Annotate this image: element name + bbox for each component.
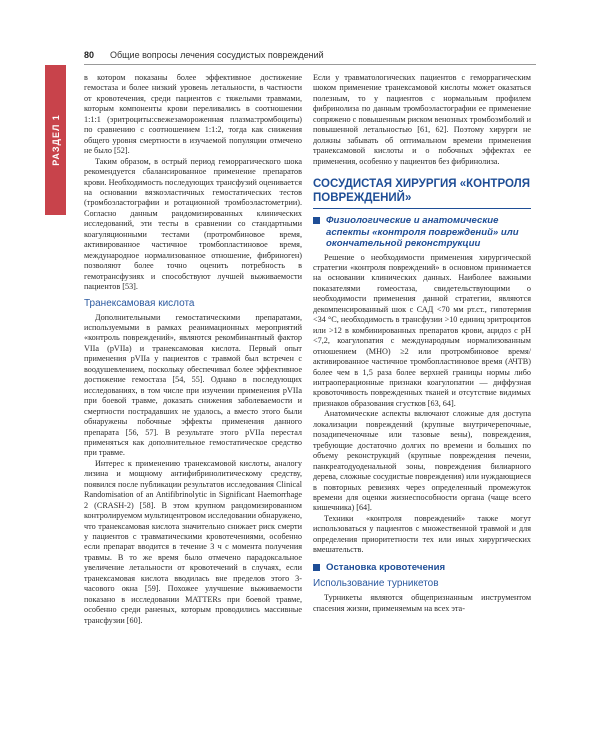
section-side-tab (45, 65, 66, 215)
paragraph: Таким образом, в острый период геморрагического шока рекомендуется сбалансированное применение препаратов крови. Необходимость последующих трансфузий оценивается на основании вязкоэластичных гемостатических тестов (тромбоэластографии и ротационной тромбоэластометрии). Согласно данным рандомизированных клинических исследований, эти тесты в сравнении со стандартными коагуляционными тестами (протромбиновое время, активированное частичное тромбопластиновое время, международное нормализованное отношение, фибриноген) позволяют более точно оценить потребность в гемотрансфузиях и способствуют лучшей выживаемости пациентов [53]. (84, 156, 302, 292)
paragraph: Турникеты являются общепризнанным инструментом спасения жизни, применяемым на всех эта- (313, 593, 531, 613)
page-number: 80 (84, 50, 95, 60)
section-title: СОСУДИСТАЯ ХИРУРГИЯ «КОНТРОЛЯ ПОВРЕЖДЕНИЙ» (313, 178, 530, 205)
running-title: Общие вопросы лечения сосудистых повреждений (110, 50, 324, 60)
subsection-heading (313, 215, 531, 250)
subsection-heading-text: Физиологические и анатомические аспекты «контроля повреждений» или окончательной реконструкции (326, 215, 519, 250)
left-column (84, 73, 302, 626)
paragraph: в котором показаны более эффективное достижение гемостаза и более низкий уровень летальности, в частности от кровотечения, среди пациентов с тяжелыми травмами, которым компоненты крови переливались в соотношении 1:1:1 (эритроциты:свежезамороженная плазма:тромбоциты) по сравнению с соотношением 1:1:2, тогда как снижения общего уровня смертности в изучаемой популяции отмечено не было [52]. (84, 73, 302, 156)
paragraph: Если у травматологических пациентов с геморрагическим шоком применение транексамовой кислоты может оказаться полезным, то у пациентов с нормальным профилем фибринолиза по данным тромбоэластографии ее применение сопряжено с повышенным риском венозных тромбоэмболий и повышенной летальностью [61, 62]. Поэтому хирурги не должны забывать об оптимальном времени применения транексамовой кислоты и о побочных эффектах ее применения, особенно у пациентов без фибринолиза. (313, 73, 531, 166)
subheading-tranexamic-acid: Транексамовая кислота (84, 297, 195, 309)
paragraph: Интерес к применению транексамовой кислоты, аналогу лизина и мощному антифибринолитическому средству, появился после публикации результатов исследования Clinical Randomisation of an Antifibrinolytic in Significant Haemorrhage 2 (CRASH-2) [58]. В этом крупном рандомизированном контролируемом мультицентровом исследовании обнаружено, что транексамовая кислота значительно снижает риск смерти у пациентов с травматическими кровотечениями, особенно если препарат вводится в течение 3 ч с момента получения травмы. В то же время было отмечено парадоксальное увеличение летальности от кровотечений в случаях, если транексамовая кислота вводилась вне пределов этого 3-часового окна [59]. Похожее улучшение выживаемости показано в исследовании MATTERs при боевой травме, особенно среди раненых, которым проводились массивные трансфузии [60]. (84, 458, 302, 625)
paragraph: Техники «контроля повреждений» также могут использоваться у пациентов с множественной травмой и для определения приоритетности тех или иных хирургических вмешательств. (313, 513, 531, 555)
paragraph: Решение о необходимости применения хирургической стратегии «контроля повреждений» в основном принимается на основании клинических данных. Наиболее важными показателями гомеостаза, свидетельствующими о необходимости применения данной стратегии, являются декомпенсированный шок с САД <70 мм рт.ст., гипотермия <34 °С, необходимость в трансфузии >10 единиц эритроцитов или >12 в комбинированных препаратов крови, ацидоз с рН <7,2, коагулопатия с международным нормализованным отношением (МНО) ≥2 или протромбиновое время/активированное частичное тромбопластиновое время (АЧТВ) более чем в 1,5 раза более верхней границы нормы либо интраоперационные признаки коагулопатии — диффузная кровоточивость поврежденных тканей и отсутствие видимых признаков образования сгустков [63, 64]. (313, 252, 531, 408)
subsection-heading (313, 562, 531, 574)
subsection-heading-text: Остановка кровотечения (326, 561, 446, 573)
paragraph: Анатомические аспекты включают сложные для доступа локализации повреждений (крупные внутричерепочные, позадипеченочные или тазовые вены), повреждения, требующие достаточно долгих по времени и больших по объему реконструкций (крупные повреждения печени, панкреатодуоденальной зоны, повреждения билиарного дерева, сложные сосудистые повреждения) или нуждающиеся в повторных ревизиях через определенный промежуток времени для оценки жизнеспособности органа (чаще всего кишечника) [64]. (313, 409, 531, 513)
header-divider (84, 64, 536, 65)
subheading-tourniquets: Использование турникетов (313, 578, 439, 590)
paragraph: Дополнительными гемостатическими препаратами, используемыми в рамках реанимационных мероприятий «контроль повреждений», являются рекомбинантный фактор VIIa (рVIIa) и транексамовая кислота. Первый опыт применения рVIIa у пациентов с травмой был встречен с воодушевлением, поскольку обеспечивал более эффективное достижение гемостаза [54, 55]. Однако в последующих исследованиях, в том числе при изучении применения рVIIa при боевой травме, доказать снижения заболеваемости и смертности пострадавших не удалось, а вместо этого были обнаружены побочные эффекты применения данного препарата [56, 57]. В результате этого рVIIa перестал применяться как дополнительное гемостатическое средство при травме. (84, 312, 302, 458)
square-bullet-icon (313, 217, 320, 224)
square-bullet-icon (313, 564, 320, 571)
section-tab-label: РАЗДЕЛ 1 (50, 114, 61, 166)
section-divider (313, 208, 531, 209)
right-column (313, 73, 531, 614)
